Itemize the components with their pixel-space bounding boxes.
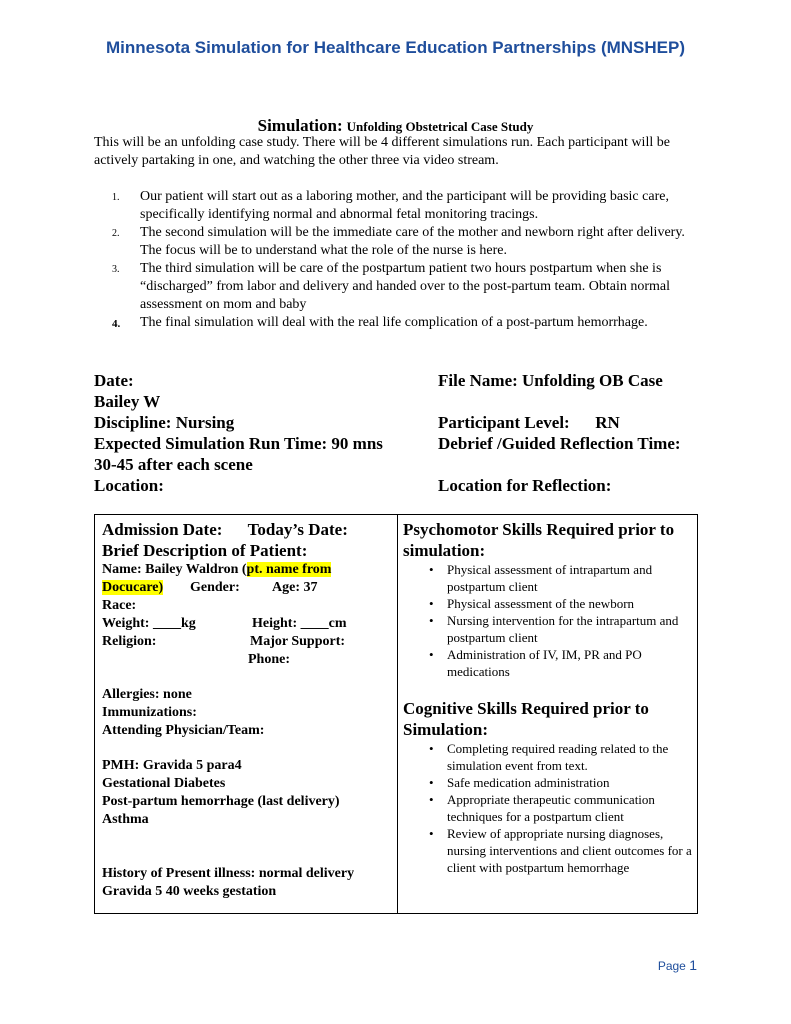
date-field: Date:: [94, 371, 134, 390]
pmh-item: Post-partum hemorrhage (last delivery): [102, 794, 340, 809]
run-time-continued: 30-45 after each scene: [94, 455, 253, 474]
step-item: 2. The second simulation will be the immediate care of the mother and newborn right after delivery. The focus will be to understand what the role of the nurse is here.: [112, 225, 685, 258]
reflection-location-field: Location for Reflection:: [438, 476, 612, 495]
page-number: 1: [689, 957, 697, 973]
pmh-item: Asthma: [102, 812, 149, 827]
run-time-field: Expected Simulation Run Time: 90 mns: [94, 434, 383, 453]
psychomotor-heading: Psychomotor Skills Required prior to simulation:: [403, 520, 675, 560]
phone-field: Phone:: [248, 652, 290, 667]
immunizations-field: Immunizations:: [102, 705, 197, 720]
height-field: Height: ____cm: [252, 616, 347, 631]
religion-support-line: [102, 633, 392, 651]
hpi-field: History of Present illness: normal delivery: [102, 866, 355, 881]
simulation-name: Unfolding Obstetrical Case Study: [346, 119, 534, 134]
participant-level-field: Participant Level: RN: [438, 413, 620, 432]
skills-column: [403, 519, 693, 876]
weight-field: Weight: ____kg: [102, 616, 196, 631]
list-item: • Review of appropriate nursing diagnoses, nursing interventions and client outcomes for a client with postpartum hemorrhage: [403, 825, 693, 876]
step-item: 4. The final simulation will deal with the real life complication of a post-partum hemorrhage.: [112, 315, 648, 330]
discipline-field: Discipline: Nursing: [94, 413, 235, 432]
name-note-highlight: pt. name from: [246, 562, 332, 577]
gender-field: Gender:: [190, 580, 240, 595]
debrief-time-field: Debrief /Guided Reflection Time:: [438, 434, 681, 453]
religion-field: Religion:: [102, 634, 157, 649]
pmh-item: Gestational Diabetes: [102, 776, 226, 791]
cognitive-heading: Cognitive Skills Required prior to Simulation:: [403, 699, 649, 739]
author-name: Bailey W: [94, 392, 161, 411]
brief-description-heading: Brief Description of Patient:: [102, 541, 308, 560]
hpi-continued: Gravida 5 40 weeks gestation: [102, 884, 277, 899]
cognitive-list: [403, 740, 693, 876]
patient-name: Name: Bailey Waldron (: [102, 562, 247, 577]
phone-line: [102, 651, 392, 669]
list-item: • Nursing intervention for the intrapartum and postpartum client: [403, 612, 693, 646]
document-header: Minnesota Simulation for Healthcare Education Partnerships (MNSHEP): [105, 38, 686, 57]
pmh-field: PMH: Gravida 5 para4: [102, 758, 242, 773]
patient-gender-age-line: [102, 579, 392, 597]
location-field: Location:: [94, 476, 164, 495]
list-item: • Safe medication administration: [403, 774, 693, 791]
attending-field: Attending Physician/Team:: [102, 723, 265, 738]
list-item: • Administration of IV, IM, PR and PO medications: [403, 646, 693, 680]
race-field: Race:: [102, 598, 137, 613]
allergies-field: Allergies: none: [102, 687, 192, 702]
page-footer: [658, 957, 697, 973]
list-item: • Appropriate therapeutic communication techniques for a postpartum client: [403, 791, 693, 825]
simulation-label: Simulation:: [257, 116, 343, 135]
patient-name-line: [102, 561, 392, 579]
major-support-field: Major Support:: [250, 634, 346, 649]
patient-column: [102, 519, 392, 901]
name-note-highlight-cont: Docucare): [102, 580, 164, 595]
simulation-title: [0, 116, 791, 136]
page-label: Page: [657, 959, 686, 973]
step-item: 1. Our patient will start out as a laboring mother, and the participant will be providing basic care, specifically identifying normal and abnormal fetal monitoring tracings.: [112, 189, 669, 222]
simulation-steps: [112, 188, 704, 332]
patient-skills-table: [94, 514, 698, 914]
step-item: 3. The third simulation will be care of the postpartum patient two hours postpartum when she is “discharged” from labor and delivery and handed over to the post-partum team. Obtain normal assessment on mom and baby: [112, 261, 671, 312]
table-divider: [397, 515, 398, 913]
admission-dates: Admission Date: Today’s Date:: [102, 520, 348, 539]
list-item: • Physical assessment of the newborn: [403, 595, 693, 612]
age-field: Age: 37: [272, 580, 318, 595]
psychomotor-list: [403, 561, 693, 680]
simulation-intro: This will be an unfolding case study. There will be 4 different simulations run. Each participant will be actively partaking in one, and watching the other three via video stream.: [94, 135, 670, 168]
list-item: • Physical assessment of intrapartum and postpartum client: [403, 561, 693, 595]
list-item: • Completing required reading related to the simulation event from text.: [403, 740, 693, 774]
weight-height-line: [102, 615, 392, 633]
file-name-field: File Name: Unfolding OB Case: [438, 371, 663, 390]
